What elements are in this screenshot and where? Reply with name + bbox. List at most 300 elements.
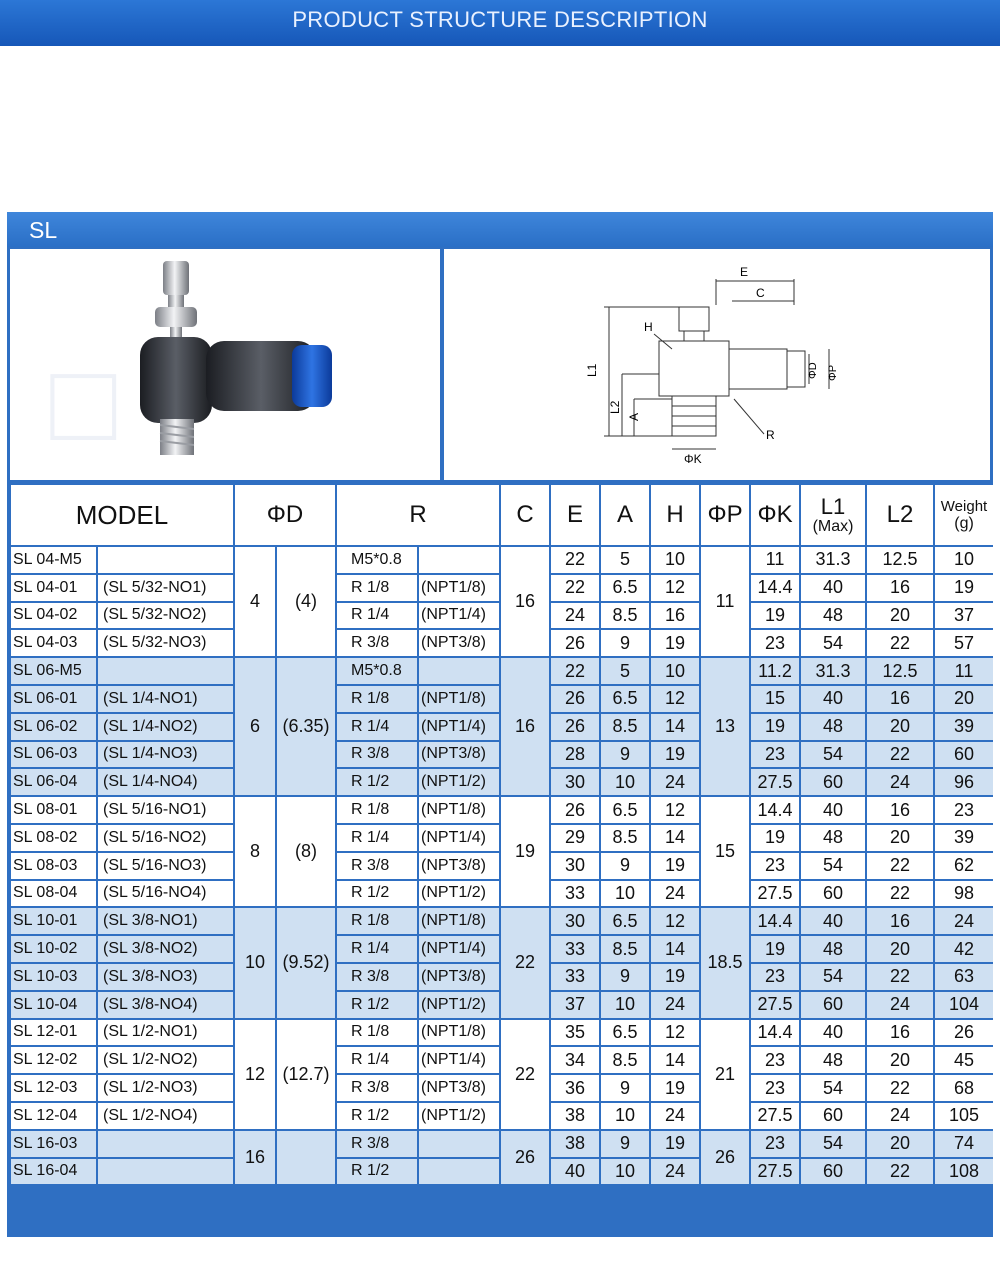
h-cell: 19 <box>651 1075 699 1101</box>
label-l1: L1 <box>585 363 599 377</box>
l2-cell: 20 <box>867 1047 933 1073</box>
header-e: E <box>551 485 599 545</box>
r-cell: M5*0.8 <box>337 658 417 684</box>
d-inch-cell: (9.52) <box>277 908 335 1017</box>
k-cell: 14.4 <box>751 1020 799 1046</box>
h-cell: 24 <box>651 1159 699 1185</box>
d-inch-cell: (12.7) <box>277 1020 335 1129</box>
npt-cell: (NPT1/4) <box>419 714 499 740</box>
l2-cell: 16 <box>867 1020 933 1046</box>
d-cell: 6 <box>235 658 275 795</box>
header-weight <box>935 485 993 545</box>
e-cell: 26 <box>551 714 599 740</box>
weight-cell: 37 <box>935 603 993 629</box>
h-cell: 12 <box>651 686 699 712</box>
header-c: C <box>501 485 549 545</box>
banner-title: PRODUCT STRUCTURE DESCRIPTION <box>292 7 708 32</box>
weight-cell: 23 <box>935 797 993 823</box>
e-cell: 37 <box>551 992 599 1018</box>
r-cell: M5*0.8 <box>337 547 417 573</box>
weight-cell: 20 <box>935 686 993 712</box>
d-cell: 16 <box>235 1131 275 1185</box>
d-inch-cell: (6.35) <box>277 658 335 795</box>
model-cell: SL 10-04 <box>11 992 96 1018</box>
weight-cell: 19 <box>935 575 993 601</box>
l1-cell: 54 <box>801 853 865 879</box>
weight-cell: 98 <box>935 881 993 907</box>
c-cell: 22 <box>501 908 549 1017</box>
e-cell: 26 <box>551 797 599 823</box>
r-cell: R 3/8 <box>337 742 417 768</box>
k-cell: 14.4 <box>751 908 799 934</box>
l2-cell: 16 <box>867 575 933 601</box>
c-cell: 26 <box>501 1131 549 1185</box>
h-cell: 12 <box>651 1020 699 1046</box>
l2-cell: 16 <box>867 797 933 823</box>
spec-table-body <box>11 485 993 1184</box>
inch-model-cell: (SL 5/16-NO1) <box>98 797 233 823</box>
r-cell: R 1/4 <box>337 936 417 962</box>
a-cell: 6.5 <box>601 1020 649 1046</box>
r-cell: R 3/8 <box>337 1131 417 1157</box>
npt-cell: (NPT1/4) <box>419 1047 499 1073</box>
label-p: ΦP <box>827 364 839 381</box>
a-cell: 5 <box>601 658 649 684</box>
npt-cell: (NPT1/8) <box>419 686 499 712</box>
k-cell: 27.5 <box>751 992 799 1018</box>
inch-model-cell: (SL 1/4-NO1) <box>98 686 233 712</box>
a-cell: 6.5 <box>601 908 649 934</box>
h-cell: 24 <box>651 769 699 795</box>
r-cell: R 3/8 <box>337 1075 417 1101</box>
l2-cell: 22 <box>867 853 933 879</box>
d-inch-cell: (8) <box>277 797 335 906</box>
h-cell: 12 <box>651 575 699 601</box>
weight-cell: 45 <box>935 1047 993 1073</box>
npt-cell: (NPT3/8) <box>419 964 499 990</box>
r-cell: R 1/2 <box>337 769 417 795</box>
l1-cell: 48 <box>801 1047 865 1073</box>
weight-cell: 62 <box>935 853 993 879</box>
weight-cell: 26 <box>935 1020 993 1046</box>
l2-cell: 24 <box>867 1103 933 1129</box>
e-cell: 22 <box>551 547 599 573</box>
e-cell: 24 <box>551 603 599 629</box>
h-cell: 24 <box>651 881 699 907</box>
npt-cell: (NPT1/4) <box>419 825 499 851</box>
inch-model-cell: (SL 5/16-NO2) <box>98 825 233 851</box>
npt-cell: (NPT1/4) <box>419 603 499 629</box>
npt-cell <box>419 1159 499 1185</box>
l1-cell: 48 <box>801 603 865 629</box>
e-cell: 33 <box>551 881 599 907</box>
h-cell: 19 <box>651 1131 699 1157</box>
model-cell: SL 12-01 <box>11 1020 96 1046</box>
npt-cell: (NPT1/8) <box>419 908 499 934</box>
k-cell: 14.4 <box>751 575 799 601</box>
r-cell: R 1/4 <box>337 603 417 629</box>
h-cell: 12 <box>651 797 699 823</box>
e-cell: 30 <box>551 908 599 934</box>
l2-cell: 24 <box>867 992 933 1018</box>
table-row <box>11 658 993 684</box>
inch-model-cell <box>98 658 233 684</box>
watermark: □ <box>50 341 117 464</box>
k-cell: 14.4 <box>751 797 799 823</box>
l1-cell: 40 <box>801 1020 865 1046</box>
l2-cell: 22 <box>867 630 933 656</box>
table-row <box>11 547 993 573</box>
k-cell: 27.5 <box>751 1103 799 1129</box>
h-cell: 24 <box>651 1103 699 1129</box>
p-cell: 21 <box>701 1020 749 1129</box>
weight-cell: 24 <box>935 908 993 934</box>
header-d: ΦD <box>235 485 335 545</box>
l2-cell: 22 <box>867 1159 933 1185</box>
a-cell: 9 <box>601 1131 649 1157</box>
header-l1-label: L1 <box>820 494 846 519</box>
h-cell: 14 <box>651 825 699 851</box>
l2-cell: 20 <box>867 714 933 740</box>
l2-cell: 20 <box>867 936 933 962</box>
inch-model-cell: (SL 3/8-NO3) <box>98 964 233 990</box>
model-cell: SL 06-01 <box>11 686 96 712</box>
weight-cell: 96 <box>935 769 993 795</box>
inch-model-cell <box>98 1131 233 1157</box>
header-h: H <box>651 485 699 545</box>
npt-cell: (NPT1/2) <box>419 769 499 795</box>
k-cell: 23 <box>751 742 799 768</box>
label-d: ΦD <box>807 362 819 379</box>
header-l2: L2 <box>867 485 933 545</box>
e-cell: 35 <box>551 1020 599 1046</box>
a-cell: 10 <box>601 769 649 795</box>
h-cell: 12 <box>651 908 699 934</box>
d-cell: 4 <box>235 547 275 656</box>
r-cell: R 1/8 <box>337 686 417 712</box>
inch-model-cell: (SL 1/2-NO3) <box>98 1075 233 1101</box>
header-weight-label: Weight <box>940 498 988 515</box>
label-h: H <box>644 320 653 334</box>
a-cell: 8.5 <box>601 714 649 740</box>
npt-cell: (NPT1/8) <box>419 575 499 601</box>
a-cell: 10 <box>601 992 649 1018</box>
a-cell: 8.5 <box>601 1047 649 1073</box>
l1-cell: 54 <box>801 742 865 768</box>
model-cell: SL 08-01 <box>11 797 96 823</box>
table-header-row <box>11 485 993 545</box>
e-cell: 22 <box>551 575 599 601</box>
header-r: R <box>337 485 499 545</box>
model-cell: SL 06-02 <box>11 714 96 740</box>
h-cell: 19 <box>651 853 699 879</box>
weight-cell: 108 <box>935 1159 993 1185</box>
d-cell: 12 <box>235 1020 275 1129</box>
a-cell: 9 <box>601 964 649 990</box>
inch-model-cell: (SL 3/8-NO1) <box>98 908 233 934</box>
p-cell: 26 <box>701 1131 749 1185</box>
npt-cell: (NPT3/8) <box>419 630 499 656</box>
inch-model-cell: (SL 5/16-NO3) <box>98 853 233 879</box>
e-cell: 26 <box>551 686 599 712</box>
a-cell: 5 <box>601 547 649 573</box>
weight-cell: 60 <box>935 742 993 768</box>
h-cell: 14 <box>651 714 699 740</box>
model-cell: SL 12-03 <box>11 1075 96 1101</box>
l1-cell: 31.3 <box>801 658 865 684</box>
l2-cell: 24 <box>867 769 933 795</box>
model-cell: SL 08-03 <box>11 853 96 879</box>
inch-model-cell: (SL 5/32-NO2) <box>98 603 233 629</box>
k-cell: 23 <box>751 1131 799 1157</box>
e-cell: 22 <box>551 658 599 684</box>
r-cell: R 1/8 <box>337 1020 417 1046</box>
model-cell: SL 08-02 <box>11 825 96 851</box>
c-cell: 19 <box>501 797 549 906</box>
p-cell: 15 <box>701 797 749 906</box>
d-inch-cell: (4) <box>277 547 335 656</box>
h-cell: 10 <box>651 658 699 684</box>
l1-cell: 48 <box>801 825 865 851</box>
inch-model-cell: (SL 1/2-NO2) <box>98 1047 233 1073</box>
e-cell: 28 <box>551 742 599 768</box>
l2-cell: 16 <box>867 908 933 934</box>
model-cell: SL 04-03 <box>11 630 96 656</box>
a-cell: 10 <box>601 1159 649 1185</box>
weight-cell: 57 <box>935 630 993 656</box>
k-cell: 27.5 <box>751 881 799 907</box>
a-cell: 8.5 <box>601 936 649 962</box>
e-cell: 30 <box>551 769 599 795</box>
l2-cell: 22 <box>867 964 933 990</box>
h-cell: 19 <box>651 742 699 768</box>
npt-cell <box>419 547 499 573</box>
header-p: ΦP <box>701 485 749 545</box>
e-cell: 26 <box>551 630 599 656</box>
r-cell: R 1/8 <box>337 575 417 601</box>
dimension-drawing <box>444 249 990 480</box>
l2-cell: 12.5 <box>867 658 933 684</box>
weight-cell: 39 <box>935 714 993 740</box>
r-cell: R 1/4 <box>337 1047 417 1073</box>
table-row <box>11 908 993 934</box>
model-cell: SL 06-M5 <box>11 658 96 684</box>
label-e: E <box>740 265 749 279</box>
table-row <box>11 1131 993 1157</box>
l1-cell: 31.3 <box>801 547 865 573</box>
inch-model-cell: (SL 1/4-NO3) <box>98 742 233 768</box>
npt-cell: (NPT3/8) <box>419 853 499 879</box>
weight-cell: 105 <box>935 1103 993 1129</box>
l2-cell: 22 <box>867 881 933 907</box>
inch-model-cell <box>98 1159 233 1185</box>
weight-cell: 104 <box>935 992 993 1018</box>
inch-model-cell: (SL 5/16-NO4) <box>98 881 233 907</box>
series-title: SL <box>29 217 58 243</box>
c-cell: 22 <box>501 1020 549 1129</box>
l2-cell: 12.5 <box>867 547 933 573</box>
npt-cell <box>419 1131 499 1157</box>
r-cell: R 1/2 <box>337 1103 417 1129</box>
weight-cell: 42 <box>935 936 993 962</box>
k-cell: 23 <box>751 853 799 879</box>
r-cell: R 1/2 <box>337 1159 417 1185</box>
r-cell: R 3/8 <box>337 853 417 879</box>
a-cell: 9 <box>601 853 649 879</box>
k-cell: 19 <box>751 825 799 851</box>
product-photo-panel <box>10 249 440 480</box>
l1-cell: 40 <box>801 686 865 712</box>
weight-cell: 68 <box>935 1075 993 1101</box>
header-model: MODEL <box>11 485 233 545</box>
l1-cell: 60 <box>801 1159 865 1185</box>
k-cell: 27.5 <box>751 1159 799 1185</box>
d-inch-cell <box>277 1131 335 1185</box>
e-cell: 38 <box>551 1131 599 1157</box>
e-cell: 40 <box>551 1159 599 1185</box>
l1-cell: 60 <box>801 992 865 1018</box>
l1-cell: 54 <box>801 630 865 656</box>
e-cell: 34 <box>551 1047 599 1073</box>
h-cell: 14 <box>651 1047 699 1073</box>
k-cell: 23 <box>751 1075 799 1101</box>
c-cell: 16 <box>501 658 549 795</box>
h-cell: 19 <box>651 964 699 990</box>
l1-cell: 54 <box>801 964 865 990</box>
model-cell: SL 12-04 <box>11 1103 96 1129</box>
weight-cell: 10 <box>935 547 993 573</box>
l2-cell: 20 <box>867 825 933 851</box>
inch-model-cell: (SL 5/32-NO1) <box>98 575 233 601</box>
a-cell: 8.5 <box>601 603 649 629</box>
c-cell: 16 <box>501 547 549 656</box>
a-cell: 10 <box>601 881 649 907</box>
model-cell: SL 10-01 <box>11 908 96 934</box>
a-cell: 10 <box>601 1103 649 1129</box>
r-cell: R 1/8 <box>337 797 417 823</box>
inch-model-cell: (SL 3/8-NO4) <box>98 992 233 1018</box>
a-cell: 6.5 <box>601 797 649 823</box>
l1-cell: 48 <box>801 936 865 962</box>
h-cell: 14 <box>651 936 699 962</box>
inch-model-cell: (SL 1/2-NO4) <box>98 1103 233 1129</box>
r-cell: R 1/2 <box>337 992 417 1018</box>
header-l1-sub: (Max) <box>812 518 854 535</box>
k-cell: 23 <box>751 964 799 990</box>
npt-cell: (NPT1/2) <box>419 1103 499 1129</box>
label-c: C <box>756 286 765 300</box>
l1-cell: 60 <box>801 769 865 795</box>
a-cell: 9 <box>601 742 649 768</box>
k-cell: 15 <box>751 686 799 712</box>
inch-model-cell <box>98 547 233 573</box>
p-cell: 11 <box>701 547 749 656</box>
a-cell: 9 <box>601 1075 649 1101</box>
series-title-bar <box>7 212 993 247</box>
l1-cell: 60 <box>801 881 865 907</box>
e-cell: 33 <box>551 964 599 990</box>
npt-cell: (NPT1/8) <box>419 797 499 823</box>
e-cell: 33 <box>551 936 599 962</box>
d-cell: 8 <box>235 797 275 906</box>
table-row <box>11 797 993 823</box>
r-cell: R 3/8 <box>337 630 417 656</box>
header-l1 <box>801 485 865 545</box>
a-cell: 9 <box>601 630 649 656</box>
inch-model-cell: (SL 1/2-NO1) <box>98 1020 233 1046</box>
l1-cell: 48 <box>801 714 865 740</box>
e-cell: 38 <box>551 1103 599 1129</box>
weight-cell: 11 <box>935 658 993 684</box>
model-cell: SL 12-02 <box>11 1047 96 1073</box>
model-cell: SL 08-04 <box>11 881 96 907</box>
r-cell: R 1/4 <box>337 825 417 851</box>
model-cell: SL 10-03 <box>11 964 96 990</box>
l1-cell: 40 <box>801 575 865 601</box>
npt-cell: (NPT3/8) <box>419 742 499 768</box>
l2-cell: 22 <box>867 742 933 768</box>
label-a: A <box>627 412 641 421</box>
k-cell: 23 <box>751 1047 799 1073</box>
label-k: ΦK <box>684 452 702 466</box>
model-cell: SL 16-03 <box>11 1131 96 1157</box>
a-cell: 6.5 <box>601 575 649 601</box>
k-cell: 11 <box>751 547 799 573</box>
header-weight-sub: (g) <box>954 515 974 532</box>
l2-cell: 20 <box>867 1131 933 1157</box>
h-cell: 10 <box>651 547 699 573</box>
npt-cell <box>419 658 499 684</box>
l1-cell: 60 <box>801 1103 865 1129</box>
header-a: A <box>601 485 649 545</box>
r-cell: R 1/4 <box>337 714 417 740</box>
r-cell: R 1/8 <box>337 908 417 934</box>
h-cell: 16 <box>651 603 699 629</box>
model-cell: SL 06-04 <box>11 769 96 795</box>
weight-cell: 39 <box>935 825 993 851</box>
inch-model-cell: (SL 1/4-NO4) <box>98 769 233 795</box>
h-cell: 19 <box>651 630 699 656</box>
k-cell: 19 <box>751 936 799 962</box>
label-l2: L2 <box>608 400 622 414</box>
npt-cell: (NPT1/2) <box>419 992 499 1018</box>
p-cell: 13 <box>701 658 749 795</box>
npt-cell: (NPT1/2) <box>419 881 499 907</box>
header-banner <box>0 0 1000 46</box>
model-cell: SL 04-02 <box>11 603 96 629</box>
header-k: ΦK <box>751 485 799 545</box>
l2-cell: 20 <box>867 603 933 629</box>
inch-model-cell: (SL 1/4-NO2) <box>98 714 233 740</box>
l1-cell: 40 <box>801 908 865 934</box>
dimension-drawing-panel <box>444 249 990 480</box>
d-cell: 10 <box>235 908 275 1017</box>
l2-cell: 22 <box>867 1075 933 1101</box>
e-cell: 36 <box>551 1075 599 1101</box>
npt-cell: (NPT1/4) <box>419 936 499 962</box>
l1-cell: 54 <box>801 1075 865 1101</box>
k-cell: 23 <box>751 630 799 656</box>
h-cell: 24 <box>651 992 699 1018</box>
r-cell: R 1/2 <box>337 881 417 907</box>
k-cell: 11.2 <box>751 658 799 684</box>
p-cell: 18.5 <box>701 908 749 1017</box>
model-cell: SL 10-02 <box>11 936 96 962</box>
spec-table <box>9 483 995 1186</box>
model-cell: SL 04-01 <box>11 575 96 601</box>
k-cell: 19 <box>751 603 799 629</box>
inch-model-cell: (SL 3/8-NO2) <box>98 936 233 962</box>
